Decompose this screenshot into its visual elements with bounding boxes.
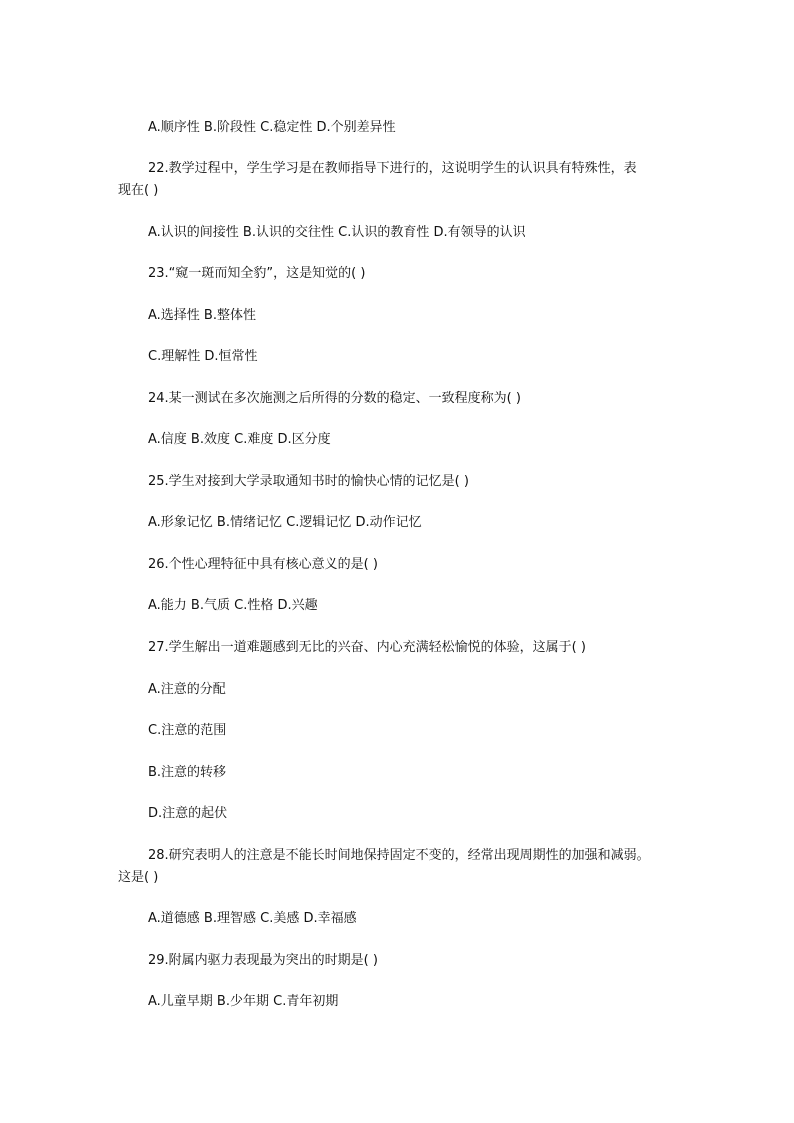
options-line-28: A.道德感 B.理智感 C.美感 D.幸福感 (148, 911, 357, 926)
question-26: 26.个性心理特征中具有核心意义的是( ) (148, 557, 378, 572)
options-line-29: A.儿童早期 B.少年期 C.青年初期 (148, 994, 339, 1009)
question-25: 25.学生对接到大学录取通知书时的愉快心情的记忆是( ) (148, 474, 469, 489)
options-line-23-b: C.理解性 D.恒常性 (148, 349, 258, 364)
question-23: 23.“窥一斑而知全豹”，这是知觉的( ) (148, 266, 366, 281)
options-line-25: A.形象记忆 B.情绪记忆 C.逻辑记忆 D.动作记忆 (148, 515, 422, 530)
question-28-continuation: 这是( ) (118, 870, 159, 885)
question-29: 29.附属内驱力表现最为突出的时期是( ) (148, 953, 378, 968)
options-line-23-a: A.选择性 B.整体性 (148, 308, 256, 323)
options-line-26: A.能力 B.气质 C.性格 D.兴趣 (148, 598, 318, 613)
option-27-b: B.注意的转移 (148, 765, 227, 780)
question-28: 28.研究表明人的注意是不能长时间地保持固定不变的，经常出现周期性的加强和减弱。 (148, 848, 650, 863)
question-22: 22.教学过程中，学生学习是在教师指导下进行的，这说明学生的认识具有特殊性，表 (148, 161, 637, 176)
options-line-21: A.顺序性 B.阶段性 C.稳定性 D.个别差异性 (148, 120, 396, 135)
options-line-22: A.认识的间接性 B.认识的交往性 C.认识的教育性 D.有领导的认识 (148, 225, 526, 240)
question-27: 27.学生解出一道难题感到无比的兴奋、内心充满轻松愉悦的体验，这属于( ) (148, 640, 586, 655)
option-27-a: A.注意的分配 (148, 682, 226, 697)
option-27-d: D.注意的起伏 (148, 806, 228, 821)
question-22-continuation: 现在( ) (118, 183, 159, 198)
option-27-c: C.注意的范围 (148, 723, 227, 738)
question-24: 24.某一测试在多次施测之后所得的分数的稳定、一致程度称为( ) (148, 391, 521, 406)
options-line-24: A.信度 B.效度 C.难度 D.区分度 (148, 432, 331, 447)
